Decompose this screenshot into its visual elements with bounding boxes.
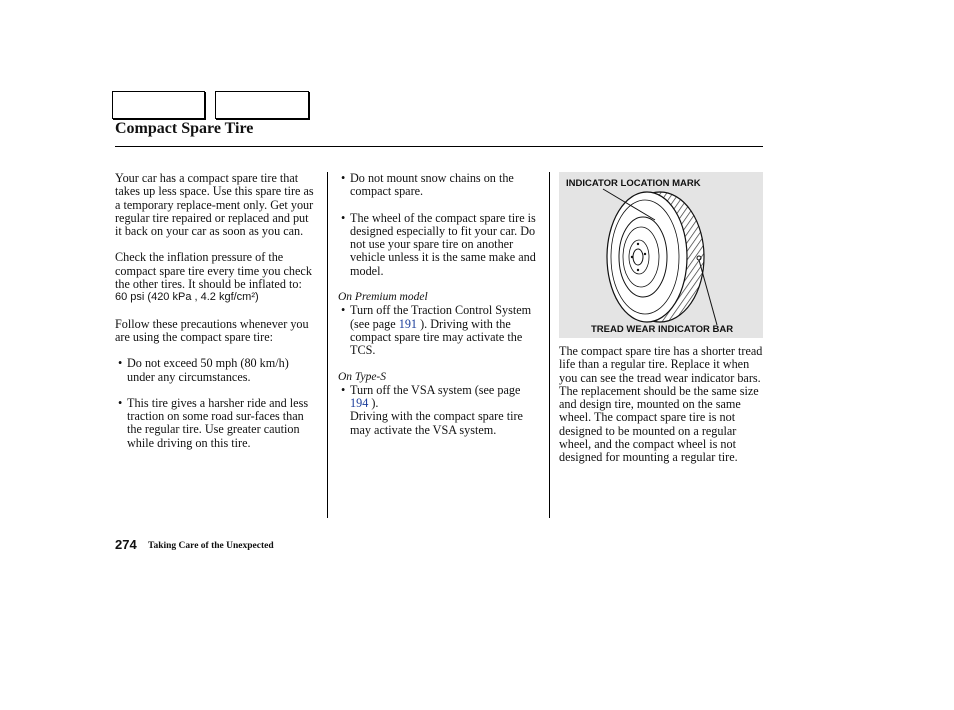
tread-wear-indicator-label: TREAD WEAR INDICATOR BAR <box>591 324 734 335</box>
pressure-value: 60 psi (420 kPa , 4.2 kgf/cm²) <box>115 291 259 304</box>
tire-illustration <box>559 172 763 338</box>
precautions-paragraph: Follow these precautions whenever you are using the compact spare tire: <box>115 316 309 344</box>
list-item: • Do not exceed 50 mph (80 km/h) under any circumstances. <box>118 356 289 384</box>
indicator-location-mark-label: INDICATOR LOCATION MARK <box>566 178 701 189</box>
nav-tab-2[interactable] <box>215 91 309 119</box>
page-link-191[interactable]: 191 <box>398 316 418 331</box>
inflation-paragraph: Check the inflation pressure of the compact spare tire every time you check the other tires. It should be inflated to: <box>115 250 312 292</box>
type-s-label: On Type-S <box>338 370 387 383</box>
list-item: • Do not mount snow chains on the compact spare. <box>341 171 514 199</box>
list-item: • Turn off the VSA system (see page 194 ). Driving with the compact spare tire may activate the VSA system. <box>341 382 523 437</box>
column-divider <box>327 172 328 518</box>
page-link-194[interactable]: 194 <box>350 396 369 411</box>
column-1 <box>115 172 315 450</box>
tread-life-paragraph: The compact spare tire has a shorter tread life than a regular tire. Replace it when you can see the tread wear indicator bars. The replacement should be the same size and design tire, mounted on the same wheel. The compact spare tire is not designed to be mounted on a regular wheel, and the compact wheel is not designed for mounting a regular tire. <box>559 344 763 465</box>
list-item: • This tire gives a harsher ride and less traction on some road sur-faces than the regular tire. Use greater caution while driving on this tire. <box>118 395 309 450</box>
page-title: Compact Spare Tire <box>115 120 254 137</box>
nav-tab-1[interactable] <box>112 91 205 119</box>
list-item: • The wheel of the compact spare tire is designed especially to fit your car. Do not use your spare tire on another vehicle unless it is the same make and model. <box>341 210 536 278</box>
page-number: 274 <box>115 537 137 552</box>
list-item: • Turn off the Traction Control System (see page 191 ). Driving with the compact spare tire may activate the TCS. <box>341 303 532 358</box>
column-3 <box>559 345 763 465</box>
column-2 <box>338 172 538 437</box>
section-title: Taking Care of the Unexpected <box>148 541 274 551</box>
title-rule <box>115 146 763 147</box>
spare-tire-drawing <box>559 172 763 338</box>
premium-model-label: On Premium model <box>338 291 428 304</box>
intro-paragraph: Your car has a compact spare tire that takes up less space. Use this spare tire as a temporary replace-ment only. Get your regular tire repaired or replaced and put it back on your car as soon as you can. <box>115 171 314 239</box>
column-divider <box>549 172 550 518</box>
